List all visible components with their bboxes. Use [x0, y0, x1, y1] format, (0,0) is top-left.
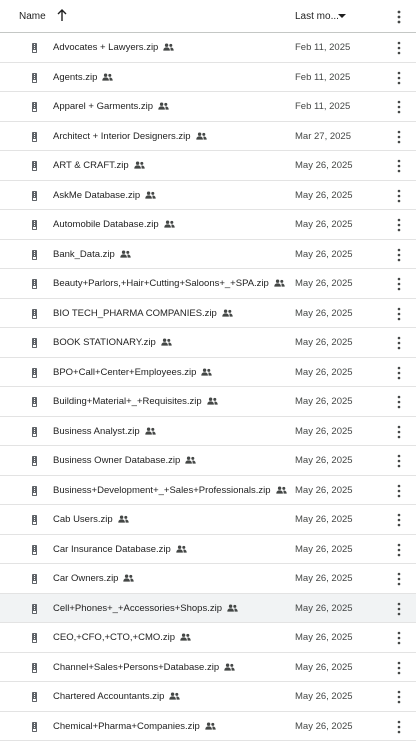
file-name-text: ART & CRAFT.zip [53, 160, 129, 171]
more-vert-icon[interactable] [394, 129, 404, 145]
shared-people-icon [161, 338, 172, 346]
file-name-text: Chartered Accountants.zip [53, 691, 165, 702]
file-modified-date: May 26, 2025 [295, 484, 353, 496]
file-row[interactable] [0, 240, 416, 270]
file-name[interactable] [53, 278, 285, 289]
file-modified-date: May 26, 2025 [295, 691, 353, 702]
file-modified-date: Feb 11, 2025 [295, 71, 351, 83]
last-modified-column-header[interactable]: Last mo... [295, 11, 339, 22]
shared-people-icon [185, 456, 196, 464]
zip-file-icon [30, 250, 39, 260]
file-row[interactable] [0, 299, 416, 329]
more-vert-icon[interactable] [394, 630, 404, 646]
file-row[interactable] [0, 387, 416, 417]
file-modified-date: May 26, 2025 [295, 573, 353, 584]
shared-people-icon [205, 722, 216, 730]
file-modified-date: Feb 11, 2025 [295, 42, 351, 53]
zip-file-icon [30, 397, 39, 407]
more-vert-icon[interactable] [394, 306, 404, 322]
zip-file-icon [30, 692, 39, 702]
file-name[interactable] [53, 190, 156, 201]
file-name[interactable] [53, 603, 238, 614]
shared-people-icon [123, 574, 134, 582]
shared-people-icon [222, 309, 233, 317]
zip-file-icon [30, 663, 39, 673]
more-vert-icon[interactable] [394, 365, 404, 381]
file-list-header [0, 0, 416, 33]
file-name-text: Chemical+Pharma+Companies.zip [53, 720, 200, 732]
file-name-text: Apparel + Garments.zip [53, 101, 154, 112]
shared-people-icon [169, 692, 180, 700]
file-name-text: BIO TECH_PHARMA COMPANIES.zip [53, 307, 217, 319]
file-name[interactable] [53, 249, 131, 260]
file-name-text: Business+Development+_+Sales+Professionals.zip [53, 484, 271, 496]
more-vert-icon[interactable] [394, 99, 404, 115]
file-name-text: BPO+Call+Center+Employees.zip [53, 366, 197, 378]
zip-file-icon [30, 102, 39, 112]
file-name[interactable] [53, 101, 169, 112]
zip-file-icon [30, 43, 39, 53]
file-modified-date: May 26, 2025 [295, 425, 353, 437]
zip-file-icon [30, 309, 39, 319]
file-name-text: Cell+Phones+_+Accessories+Shops.zip [53, 602, 222, 614]
file-modified-date: May 26, 2025 [295, 455, 353, 466]
zip-file-icon [30, 368, 39, 378]
more-vert-icon[interactable] [394, 512, 404, 528]
file-name[interactable] [53, 42, 174, 53]
more-vert-icon[interactable] [394, 188, 404, 204]
file-name-text: Bank_Data.zip [53, 248, 115, 260]
shared-people-icon [274, 279, 285, 287]
file-name[interactable] [53, 573, 134, 584]
file-row[interactable] [0, 63, 416, 93]
more-vert-icon[interactable] [394, 217, 404, 233]
file-name[interactable] [53, 721, 216, 732]
file-row[interactable] [0, 505, 416, 535]
file-modified-date: May 26, 2025 [295, 396, 353, 407]
file-row[interactable] [0, 33, 416, 63]
file-name-text: Building+Material+_+Requisites.zip [53, 396, 202, 407]
more-vert-icon[interactable] [394, 9, 404, 25]
zip-file-icon [30, 132, 39, 142]
file-name[interactable] [53, 72, 113, 83]
file-name-text: Automobile Database.zip [53, 219, 159, 230]
file-row[interactable] [0, 328, 416, 358]
more-vert-icon[interactable] [394, 601, 404, 617]
file-modified-date: May 26, 2025 [295, 602, 353, 614]
shared-people-icon [145, 427, 156, 435]
file-row[interactable] [0, 476, 416, 506]
file-name[interactable] [53, 160, 145, 171]
file-row[interactable] [0, 594, 416, 624]
more-vert-icon[interactable] [394, 483, 404, 499]
file-name[interactable] [53, 514, 129, 525]
file-row[interactable] [0, 653, 416, 683]
more-vert-icon[interactable] [394, 247, 404, 263]
file-modified-date: May 26, 2025 [295, 160, 353, 171]
file-modified-date: May 26, 2025 [295, 219, 353, 230]
file-name[interactable] [53, 219, 175, 230]
file-name[interactable] [53, 691, 180, 702]
name-column-header[interactable]: Name [19, 11, 46, 22]
file-name[interactable] [53, 426, 156, 437]
zip-file-icon [30, 220, 39, 230]
file-row[interactable] [0, 269, 416, 299]
file-name[interactable] [53, 544, 187, 555]
shared-people-icon [207, 397, 218, 405]
file-modified-date: May 26, 2025 [295, 189, 353, 201]
zip-file-icon [30, 191, 39, 201]
file-row[interactable] [0, 151, 416, 181]
file-name[interactable] [53, 337, 172, 348]
file-modified-date: May 26, 2025 [295, 632, 353, 643]
arrow-up-icon[interactable] [56, 8, 68, 22]
zip-file-icon [30, 427, 39, 437]
file-name[interactable] [53, 455, 196, 466]
more-vert-icon[interactable] [394, 719, 404, 735]
zip-file-icon [30, 161, 39, 171]
file-row[interactable] [0, 682, 416, 712]
more-vert-icon[interactable] [394, 335, 404, 351]
file-name-text: Business Owner Database.zip [53, 455, 181, 466]
more-vert-icon[interactable] [394, 660, 404, 676]
more-vert-icon[interactable] [394, 394, 404, 410]
zip-file-icon [30, 574, 39, 584]
file-name-text: Agents.zip [53, 71, 98, 83]
zip-file-icon [30, 633, 39, 643]
file-name[interactable] [53, 485, 287, 496]
file-name-text: Business Analyst.zip [53, 425, 140, 437]
file-name-text: BOOK STATIONARY.zip [53, 337, 156, 348]
file-modified-date: May 26, 2025 [295, 366, 353, 378]
shared-people-icon [134, 161, 145, 169]
shared-people-icon [120, 250, 131, 258]
zip-file-icon [30, 338, 39, 348]
file-name-text: Car Insurance Database.zip [53, 543, 171, 555]
file-row[interactable] [0, 564, 416, 594]
file-name-text: AskMe Database.zip [53, 189, 141, 201]
file-modified-date: May 26, 2025 [295, 278, 353, 289]
shared-people-icon [158, 102, 169, 110]
file-name[interactable] [53, 367, 212, 378]
zip-file-icon [30, 545, 39, 555]
file-modified-date: May 26, 2025 [295, 514, 353, 525]
file-modified-date: Mar 27, 2025 [295, 130, 351, 142]
file-row[interactable] [0, 92, 416, 122]
file-row[interactable] [0, 122, 416, 152]
file-name-text: Beauty+Parlors,+Hair+Cutting+Saloons+_+SPA.zip [53, 278, 269, 289]
file-name[interactable] [53, 308, 233, 319]
shared-people-icon [118, 515, 129, 523]
more-vert-icon[interactable] [394, 571, 404, 587]
zip-file-icon [30, 515, 39, 525]
more-vert-icon[interactable] [394, 542, 404, 558]
file-modified-date: Feb 11, 2025 [295, 101, 351, 112]
file-row[interactable] [0, 623, 416, 653]
file-modified-date: May 26, 2025 [295, 248, 353, 260]
more-vert-icon[interactable] [394, 70, 404, 86]
shared-people-icon [163, 43, 174, 51]
shared-people-icon [176, 545, 187, 553]
file-modified-date: May 26, 2025 [295, 661, 353, 673]
zip-file-icon [30, 722, 39, 732]
more-vert-icon[interactable] [394, 276, 404, 292]
zip-file-icon [30, 486, 39, 496]
more-vert-icon[interactable] [394, 40, 404, 56]
file-modified-date: May 26, 2025 [295, 543, 353, 555]
zip-file-icon [30, 73, 39, 83]
file-name-text: Architect + Interior Designers.zip [53, 130, 191, 142]
more-vert-icon[interactable] [394, 453, 404, 469]
zip-file-icon [30, 279, 39, 289]
file-row[interactable] [0, 417, 416, 447]
file-name-text: CEO,+CFO,+CTO,+CMO.zip [53, 632, 176, 643]
file-name-text: Advocates + Lawyers.zip [53, 42, 159, 53]
file-name-text: Cab Users.zip [53, 514, 113, 525]
more-vert-icon[interactable] [394, 158, 404, 174]
file-modified-date: May 26, 2025 [295, 720, 353, 732]
shared-people-icon [201, 368, 212, 376]
file-row[interactable] [0, 210, 416, 240]
more-vert-icon[interactable] [394, 689, 404, 705]
shared-people-icon [145, 191, 156, 199]
file-name[interactable] [53, 662, 235, 673]
file-name[interactable] [53, 396, 218, 407]
file-name-text: Car Owners.zip [53, 573, 119, 584]
file-row[interactable] [0, 446, 416, 476]
shared-people-icon [180, 633, 191, 641]
shared-people-icon [164, 220, 175, 228]
zip-file-icon [30, 456, 39, 466]
shared-people-icon [227, 604, 238, 612]
shared-people-icon [102, 73, 113, 81]
file-name[interactable] [53, 131, 207, 142]
shared-people-icon [196, 132, 207, 140]
shared-people-icon [224, 663, 235, 671]
zip-file-icon [30, 604, 39, 614]
file-modified-date: May 26, 2025 [295, 307, 353, 319]
file-row[interactable] [0, 535, 416, 565]
file-name-text: Channel+Sales+Persons+Database.zip [53, 661, 220, 673]
file-row[interactable] [0, 358, 416, 388]
caret-down-icon[interactable] [337, 11, 347, 21]
file-name[interactable] [53, 632, 191, 643]
file-row[interactable] [0, 181, 416, 211]
shared-people-icon [276, 486, 287, 494]
file-modified-date: May 26, 2025 [295, 337, 353, 348]
more-vert-icon[interactable] [394, 424, 404, 440]
file-row[interactable] [0, 712, 416, 742]
